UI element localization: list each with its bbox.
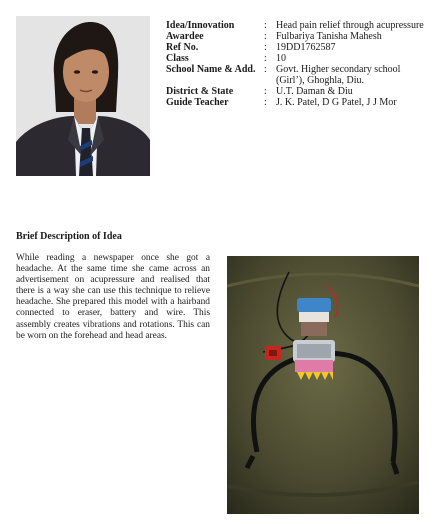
detail-value: J. K. Patel, D G Patel, J J Mor (276, 97, 397, 108)
detail-label: Guide Teacher (166, 97, 229, 108)
detail-row (166, 20, 428, 31)
detail-label: Class (166, 53, 189, 64)
detail-separator: : (264, 31, 267, 42)
detail-label: Awardee (166, 31, 204, 42)
detail-row (166, 97, 428, 108)
detail-value: Head pain relief through acupressure (276, 20, 424, 31)
detail-value: U.T. Daman & Diu (276, 86, 353, 97)
awardee-details-table (166, 20, 428, 108)
detail-label: School Name & Add. (166, 64, 256, 75)
detail-value: 10 (276, 53, 286, 64)
awardee-photo (16, 16, 150, 176)
detail-separator: : (264, 97, 267, 108)
detail-row (166, 86, 428, 97)
detail-value: Fulbariya Tanisha Mahesh (276, 31, 382, 42)
detail-row (166, 53, 428, 64)
detail-separator: : (264, 86, 267, 97)
detail-value: Govt. Higher secondary school (Girl’), Ghoghla, Diu. (276, 64, 401, 86)
detail-value: 19DD1762587 (276, 42, 336, 53)
detail-row (166, 31, 428, 42)
detail-label: Idea/Innovation (166, 20, 235, 31)
detail-separator: : (264, 64, 267, 75)
detail-label: Ref No. (166, 42, 199, 53)
detail-separator: : (264, 42, 267, 53)
detail-separator: : (264, 53, 267, 64)
device-photo (227, 256, 419, 514)
awardee-portrait (16, 16, 150, 176)
section-title: Brief Description of Idea (16, 231, 122, 242)
detail-row (166, 42, 428, 53)
detail-separator: : (264, 20, 267, 31)
idea-description: While reading a newspaper once she got a headache. At the same time she came across an advertisement on acupressure and realised that there is a way she can use this technique to relieve headache. She prepared this model with a hairband connected to eraser, battery and wire. This assembly creates vibrations and rotations. This can be worn on the forehead and head areas. (16, 253, 210, 341)
detail-label: District & State (166, 86, 234, 97)
details-rows (166, 20, 428, 108)
hairband-device-illustration (227, 256, 419, 514)
detail-row (166, 64, 428, 86)
